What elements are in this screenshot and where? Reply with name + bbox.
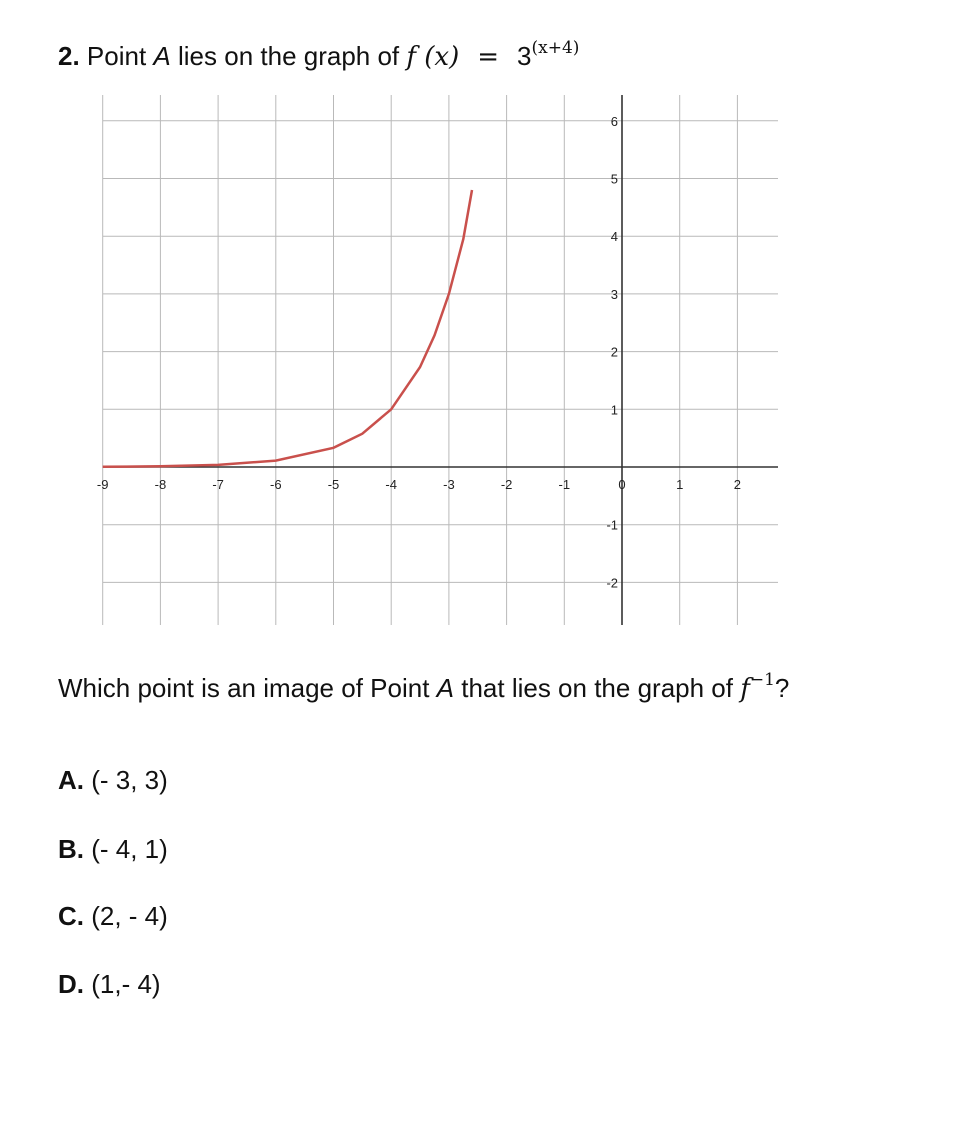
x-tick-label: -9 [96, 477, 109, 492]
x-tick-label: 2 [733, 477, 742, 492]
y-tick-label: 5 [610, 171, 618, 187]
choice-a[interactable] [58, 762, 168, 798]
function-curve [103, 190, 472, 467]
question-number: 2. [58, 41, 80, 71]
equals-sign: = [477, 42, 500, 72]
followup-text-before: Which point is an image of Point [58, 673, 430, 703]
y-tick-label: -1 [606, 517, 618, 533]
choice-b-value: (- 4, 1) [91, 834, 168, 864]
question-mark: ? [774, 673, 790, 703]
followup-point-name: A [436, 673, 454, 703]
y-tick-label: -2 [606, 575, 618, 591]
choice-d-letter: D. [58, 969, 84, 999]
choice-d-value: (1,- 4) [91, 969, 161, 999]
followup-text-after: that lies on the graph of [461, 673, 733, 703]
axes [103, 95, 778, 625]
x-tick-label: -8 [154, 477, 167, 492]
x-tick-label: 1 [676, 477, 684, 492]
y-tick-label: 1 [610, 402, 618, 418]
x-tick-label: -5 [327, 477, 340, 492]
question-text-middle: lies on the graph of [178, 41, 400, 71]
function-base: 3 [517, 41, 532, 71]
x-tick-label: -2 [500, 477, 513, 492]
point-name: A [153, 41, 171, 71]
choice-c-value: (2, - 4) [91, 901, 168, 931]
x-tick-label: 0 [618, 477, 626, 492]
y-tick-label: 6 [610, 113, 618, 129]
x-tick-label: -1 [558, 477, 571, 492]
x-tick-label: -7 [212, 477, 224, 492]
choice-d[interactable] [58, 966, 161, 1002]
question-text-before: Point [86, 41, 147, 71]
choice-c[interactable] [58, 898, 168, 934]
function-notation: f (x) [406, 42, 460, 72]
y-tick-label: 3 [610, 286, 618, 302]
x-tick-label: -3 [443, 477, 455, 492]
choice-b-letter: B. [58, 834, 84, 864]
choice-c-letter: C. [58, 901, 84, 931]
y-tick-label: 2 [610, 344, 618, 360]
choice-a-value: (- 3, 3) [91, 765, 168, 795]
x-tick-label: -4 [385, 477, 397, 492]
x-tick-label: -6 [270, 477, 282, 492]
choice-a-letter: A. [58, 765, 84, 795]
inverse-exponent: −1 [749, 670, 775, 690]
choice-b[interactable] [58, 831, 168, 867]
inverse-function: f [740, 674, 750, 704]
y-tick-label: 4 [610, 229, 618, 245]
tick-labels [97, 114, 741, 591]
followup-question [58, 662, 789, 707]
grid-lines [103, 95, 778, 625]
function-exponent: (x+4) [531, 38, 580, 58]
